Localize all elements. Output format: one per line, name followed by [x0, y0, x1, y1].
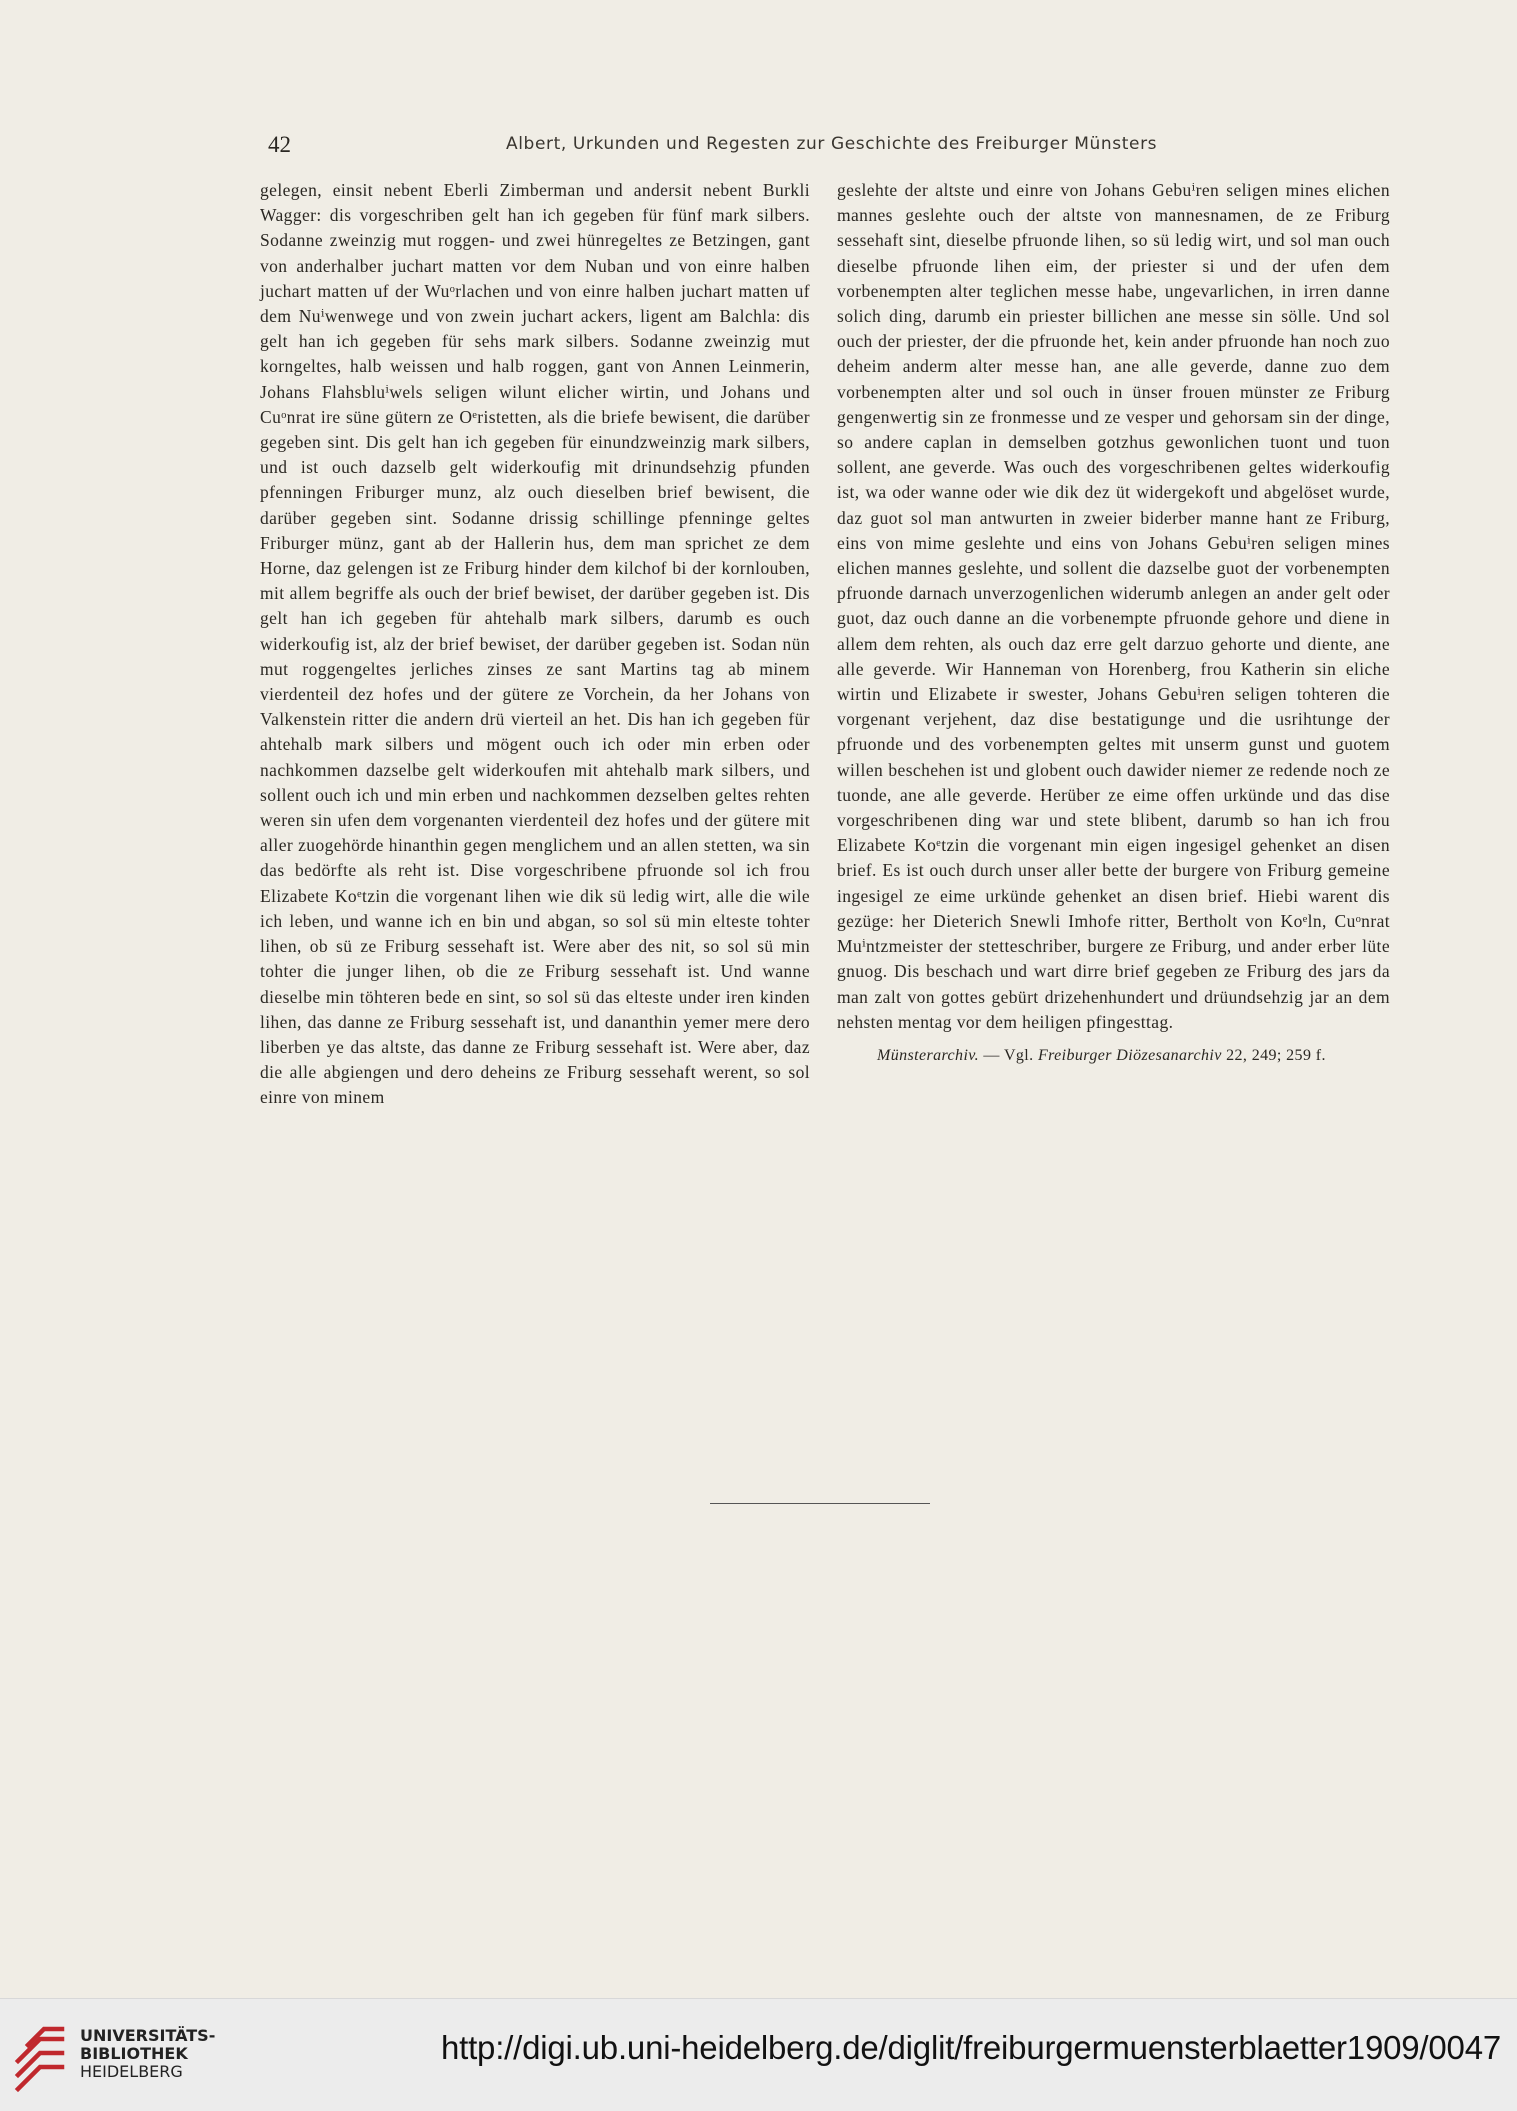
- citation-dash: — Vgl.: [979, 1046, 1038, 1064]
- library-name-line-1: UNIVERSITÄTS-: [80, 2026, 216, 2045]
- library-name-line-3: HEIDELBERG: [80, 2062, 183, 2081]
- page-number: 42: [268, 132, 291, 157]
- right-column-text: geslehte der altste und einre von Johans Gebuⁱren seligen mines elichen mannes geslehte ouch der altste von mannesnamen, de ze Friburg sessehaft sint, dieselbe pfruonde lihen, so sü ledig wirt, und sol man ouch dieselbe pfruonde lihen eim, der priester si und der ufen dem vorbenempten alter teglichen messe habe, ungevarlichen, in irren danne solich ding, darumb ein priester billichen ane messe sin sölle. Und sol ouch der priester, der die pfruonde het, kein ander pfruonde han noch zuo deheim anderm alter messe han, ane alle geverde, danne zuo dem vorbenempten alter und sol ouch in ünser frouen münster ze Friburg gengenwertig sin ze fronmesse und ze vesper und gehorsam sin der dinge, so andere caplan in demselben gotzhus gewonlichen tuont und tuon sollent, ane geverde. Was ouch des vorgeschribenen geltes widerkoufig ist, wa oder wanne oder wie dik dez üt widergekoft und abgelöset wurde, daz guot sol man antwurten in zweier biderber manne hant ze Friburg, eins von mime geslehte und eins von Johans Gebuⁱren seligen mines elichen mannes geslehte, und sollent die dazselbe guot der vorbenempten pfruonde darnach unverzogenlichen widerumb anlegen an ander gelt oder guot, daz ouch danne an die vorbenempte pfruonde gehore und diene in allem dem rehten, als ouch daz erre gelt darzuo gehorte und diente, ane alle geverde. Wir Hanneman von Horenberg, frou Katherin sin eliche wirtin und Elizabete ir swester, Johans Gebuⁱren seligen tohteren die vorgenant verjehent, daz dise bestatigunge und die usrihtunge der pfruonde und des vorbenempten geltes mit unserm gunst und guotem willen beschehen ist und globent ouch dawider niemer ze redende noch ze tuonde, ane alle geverde. Herüber ze eime offen urkünde und das dise vorgeschribenen ding war und stete blibent, darumb so han ich frou Elizabete Koᵉtzin die vorgenant min eigen ingesigel gehenket an disen brief. Es ist ouch durch unser aller bette der burgere von Friburg gemeine ingesigel ze eime urkünde gehenket an disen brief. Hiebi warent dis gezüge: her Dieterich Snewli Imhofe ritter, Bertholt von Koᵉln, Cuᵒnrat Muⁱntzmeister der stetteschriber, burgere ze Friburg, und ander erber lüte gnuog. Dis beschach und wart dirre brief gegeben ze Friburg des jars da man zalt von gottes gebürt drizehenhundert und drüundsehzig jar an dem nehsten mentag vor dem heiligen pfingesttag.: [837, 180, 1390, 1032]
- citation-journal: Freiburger Diözesanarchiv: [1037, 1046, 1222, 1064]
- footer-bar: [0, 1998, 1517, 2111]
- library-logo-icon: [14, 2017, 66, 2093]
- end-rule: [710, 1503, 930, 1504]
- right-column: [837, 178, 1390, 1067]
- page-header: [0, 132, 1517, 162]
- citation-ref: 22, 249; 259 f.: [1221, 1046, 1326, 1064]
- running-title: Albert, Urkunden und Regesten zur Geschichte des Freiburger Münsters: [506, 134, 1158, 154]
- library-name: [80, 2027, 215, 2081]
- left-column-text: gelegen, einsit nebent Eberli Zimberman und andersit nebent Burkli Wagger: dis vorgeschriben gelt han ich gegeben für fünf mark silbers. Sodanne zweinzig mut roggen- und zwei hünregeltes ze Betzingen, gant von anderhalber juchart matten vor dem Nuban und von einre halben juchart matten uf der Wuᵒrlachen und von einre halben juchart matten uf dem Nuⁱwenwege und von zwein juchart ackers, ligent am Balchla: dis gelt han ich gegeben für sehs mark silbers. Sodanne zweinzig mut korngeltes, halb weissen und halb roggen, gant von Annen Leinmerin, Johans Flahsbluⁱwels seligen wilunt elicher wirtin, und Johans und Cuᵒnrat ire süne gütern ze Oᵉristetten, als die briefe bewisent, die darüber gegeben sint. Dis gelt han ich gegeben für einundzweinzig mark silbers, und ist ouch dazselb gelt widerkoufig mit drinundsehzig pfunden pfenningen Friburger munz, alz ouch dieselben brief bewisent, die darüber gegeben sint. Sodanne drissig schillinge pfenninge geltes Friburger münz, gant ab der Hallerin hus, dem man sprichet ze dem Horne, daz gelengen ist ze Friburg hinder dem kilchof bi der kornlouben, mit allem begriffe als ouch der brief bewiset, der darüber gegeben ist. Dis gelt han ich gegeben für ahtehalb mark silbers, darumb es ouch widerkoufig ist, alz der brief bewiset, der darüber gegeben ist. Sodan nün mut roggengeltes jerliches zinses ze sant Martins tag ab minem vierdenteil dez hofes und der gütere ze Vorchein, da her Johans von Valkenstein ritter die andern drü vierteil an het. Dis han ich gegeben für ahtehalb mark silbers und mögent ouch ich oder min erben oder nachkommen dazselbe gelt widerkoufen mit ahtehalb mark silbers, und sollent ouch ich und min erben und nachkommen dezselben geltes rehten weren sin ufen dem vorgenanten vierdenteil dez hofes und der gütere mit aller zuogehörde hinanthin gegen menglichem und an allen stetten, wa sin das bedörfte als reht ist. Dise vorgeschribene pfruonde sol ich frou Elizabete Koᵉtzin die vorgenant lihen wie dik sü ledig wirt, alle die wile ich leben, und wanne ich en bin und abgan, so sol sü min elteste tohter lihen, ob sü ze Friburg sessehaft ist. Were aber des nit, so sol sü min tohter die junger lihen, ob die ze Friburg sessehaft ist. Und wanne dieselbe min töhteren bede en sint, so sol sü das elteste under iren kinden lihen, das danne ze Friburg sessehaft ist, und dananthin yemer mere dero liberben ye das altste, das danne ze Friburg sessehaft ist. Were aber, daz die alle abgiengen und dero deheins ze Friburg sessehaft werent, so sol einre von minem: [260, 180, 810, 1108]
- permalink-url[interactable]: http://digi.ub.uni-heidelberg.de/diglit/freiburgermuensterblaetter1909/0047: [440, 2029, 1501, 2066]
- left-column: [260, 178, 810, 1111]
- citation-source: Münsterarchiv.: [877, 1046, 980, 1064]
- library-name-line-2: BIBLIOTHEK: [80, 2044, 188, 2063]
- source-citation: [837, 1045, 1390, 1067]
